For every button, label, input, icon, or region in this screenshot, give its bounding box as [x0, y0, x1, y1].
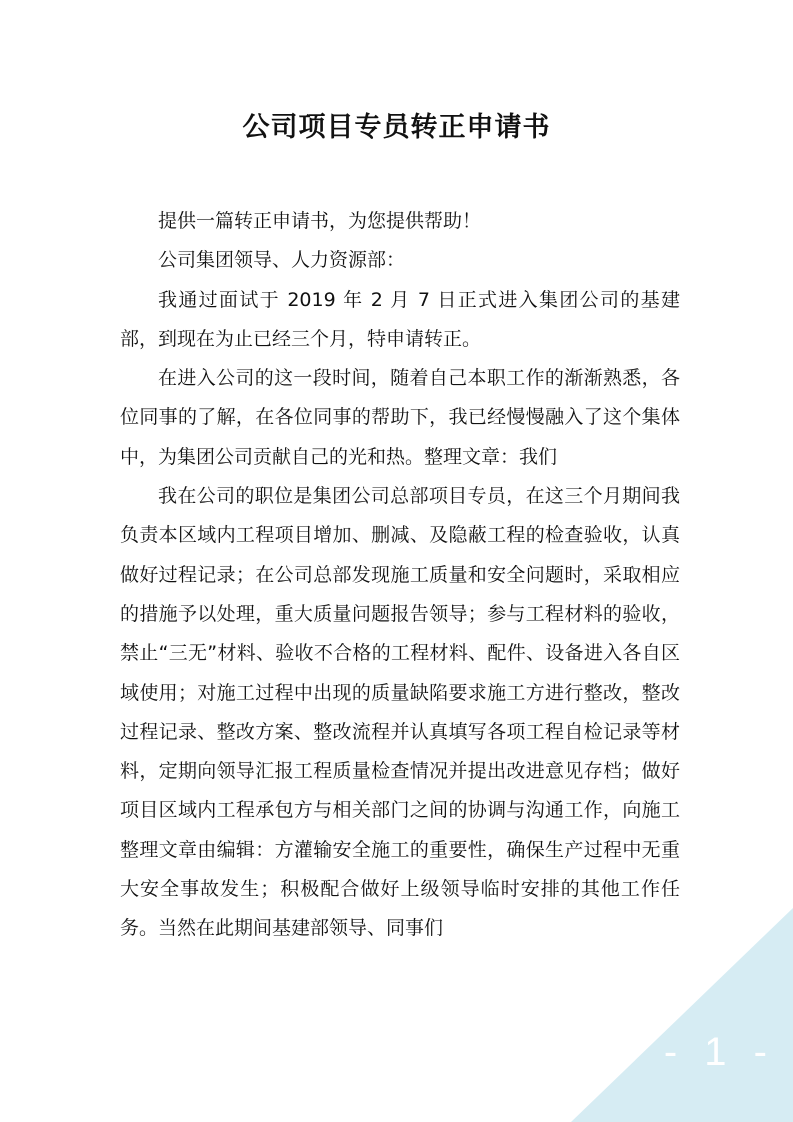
paragraph-salutation: 公司集团领导、人力资源部：	[158, 249, 406, 272]
paragraph-integration: 在进入公司的这一段时间，随着自己本职工作的渐渐熟悉，各位同事的了解，在各位同事的帮助下，我已经慢慢融入了这个集体中，为集团公司贡献自己的光和热。整理文章：我们	[120, 367, 680, 468]
paragraph-duties: 我在公司的职位是集团公司总部项目专员，在这三个月期间我负责本区域内工程项目增加、删减、及隐蔽工程的检查验收，认真做好过程记录；在公司总部发现施工质量和安全问题时，采取相应的措施予以处理，重大质量问题报告领导；参与工程材料的验收，禁止“三无”材料、验收不合格的工程材料、配件、设备进入各自区域使用；对施工过程中出现的质量缺陷要求施工方进行整改，整改过程记录、整改方案、整改流程并认真填写各项工程自检记录等材料，定期向领导汇报工程质量检查情况并提出改进意见存档；做好项目区域内工程承包方与相关部门之间的协调与沟通工作，向施工整理文章由编辑：方灌输安全施工的重要性，确保生产过程中无重大安全事故发生；积极配合做好上级领导临时安排的其他工作任务。当然在此期间基建部领导、同事们	[120, 485, 680, 940]
corner-decoration	[571, 908, 793, 1122]
paragraph-intro: 提供一篇转正申请书，为您提供帮助！	[158, 210, 482, 232]
page-number: - 1 -	[663, 1030, 775, 1074]
document-title: 公司项目专员转正申请书	[242, 112, 551, 143]
paragraph-entry: 我通过面试于 2019 年 2 月 7 日正式进入集团公司的基建部，到现在为止已经三个月，特申请转正。	[120, 288, 680, 350]
document-body	[120, 202, 680, 949]
corner-triangle	[571, 908, 793, 1122]
